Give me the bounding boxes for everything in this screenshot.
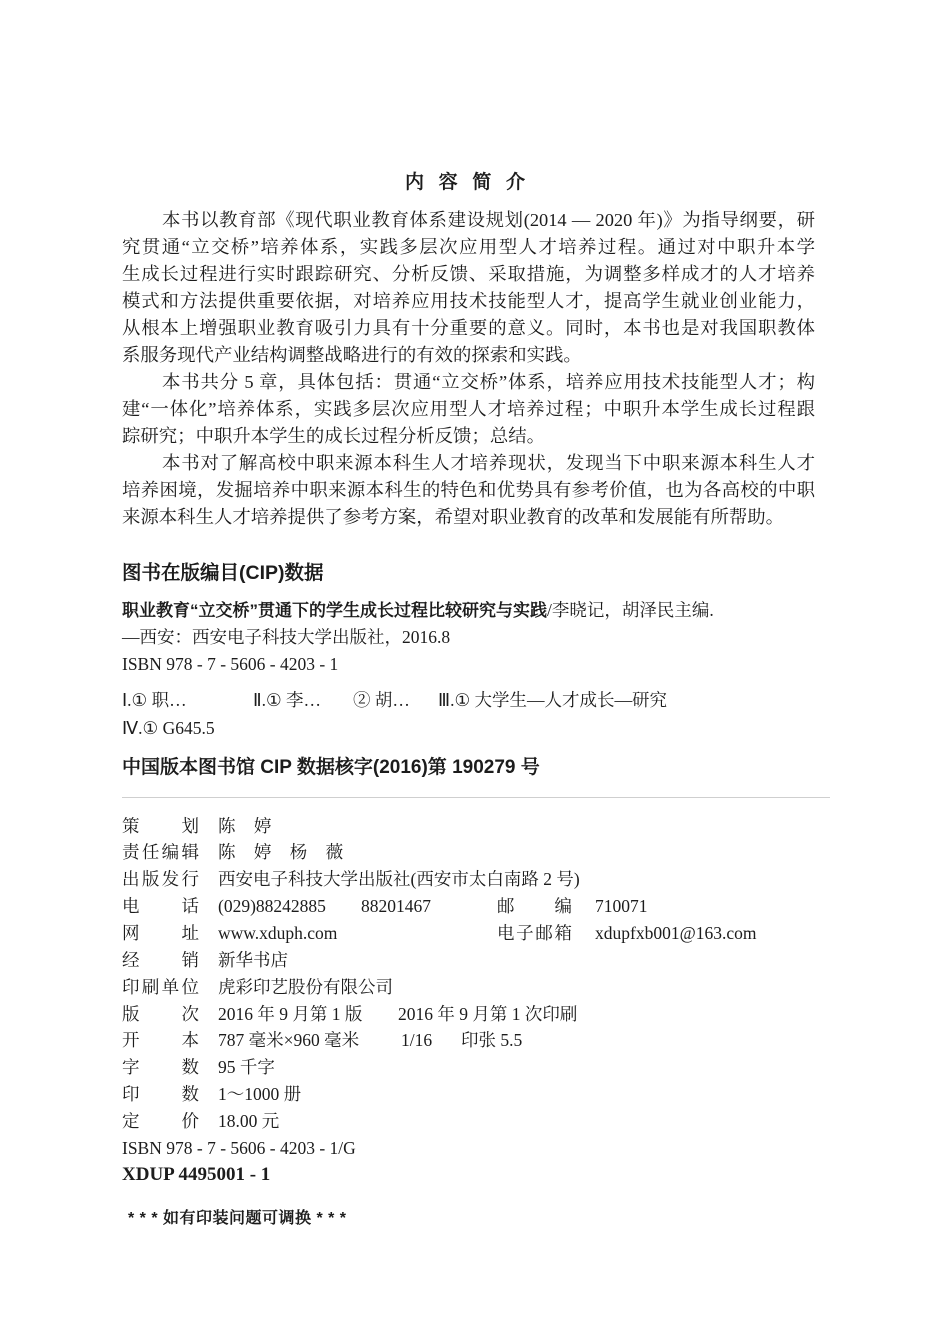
- cip-publication: —西安：西安电子科技大学出版社，2016.8: [122, 627, 451, 647]
- credit-row-format: [122, 1027, 830, 1054]
- credit-value: 陈 婷: [218, 815, 272, 836]
- credit-phone-2: 88201467: [361, 896, 431, 917]
- credit-value: 1～1000 册: [218, 1084, 302, 1105]
- credit-row-isbn: [122, 1135, 830, 1162]
- cip-classification-text: Ⅳ.① G645.5: [122, 717, 215, 738]
- intro-paragraph-1-line: 模式和方法提供重要依据，对培养应用技术技能型人才，提高学生就业创业能力，: [122, 291, 815, 311]
- credit-email: xdupfxb001@163.com: [595, 922, 757, 943]
- credit-value: 18.00 元: [218, 1110, 280, 1131]
- cip-book-title: 职业教育“立交桥”贯通下的学生成长过程比较研究与实践: [122, 601, 547, 620]
- cip-record: [122, 597, 714, 678]
- credit-row-planner: [122, 813, 830, 840]
- credit-row-phone: [122, 893, 830, 920]
- credit-row-publisher: [122, 866, 830, 893]
- intro-body: [122, 207, 815, 531]
- credit-label: 策 划: [122, 815, 199, 836]
- credits-table: [122, 813, 830, 1189]
- credit-format-size: 787 毫米×960 毫米: [218, 1030, 360, 1051]
- credit-value: 西安电子科技大学出版社(西安市太白南路 2 号): [218, 869, 580, 890]
- credit-format-sheets: 印张 5.5: [461, 1030, 523, 1051]
- intro-paragraph-2-line: 本书共分 5 章，具体包括：贯通“立交桥”体系，培养应用技术技能型人才；构: [162, 372, 815, 392]
- credit-label: 印刷单位: [122, 976, 199, 997]
- credit-label: 经 销: [122, 949, 199, 970]
- credit-value: 95 千字: [218, 1057, 275, 1078]
- intro-paragraph-1-line: 本书以教育部《现代职业教育体系建设规划(2014 — 2020 年)》为指导纲要，研: [162, 210, 815, 230]
- intro-paragraph-1-line: 生成长过程进行实时跟踪研究、分析反馈、采取措施，为调整多样成才的人才培养: [122, 264, 815, 284]
- cip-isbn: ISBN 978 - 7 - 5606 - 4203 - 1: [122, 654, 339, 674]
- cip-record-number: 中国版本图书馆 CIP 数据核字(2016)第 190279 号: [122, 757, 540, 778]
- credit-row-printer: [122, 974, 830, 1001]
- intro-paragraph-3-line: 本书对了解高校中职来源本科生人才培养现状，发现当下中职来源本科生人才: [162, 453, 815, 473]
- intro-paragraph-1-line: 从根本上增强职业教育吸引力具有十分重要的意义。同时，本书也是对我国职教体: [122, 318, 815, 338]
- cip-subject: ② 胡…: [353, 689, 410, 710]
- credit-label: 出版发行: [122, 869, 199, 890]
- cip-subject: Ⅲ.① 大学生—人才成长—研究: [438, 689, 668, 710]
- credit-label: 版 次: [122, 1003, 199, 1024]
- credit-row-website: [122, 920, 830, 947]
- credit-printing: 2016 年 9 月第 1 次印刷: [398, 1003, 578, 1024]
- cip-subjects: [122, 687, 822, 714]
- credit-postcode: 710071: [595, 896, 648, 917]
- credit-row-distributor: [122, 947, 830, 974]
- credit-label: 邮 编: [497, 896, 572, 917]
- credit-row-word-count: [122, 1054, 830, 1081]
- credit-label: 网 址: [122, 922, 199, 943]
- cip-responsibility: /李晓记，胡泽民主编.: [547, 600, 714, 620]
- intro-title: 内 容 简 介: [405, 172, 525, 193]
- cip-classification: [122, 715, 822, 742]
- intro-paragraph-2-line: 建“一体化”培养体系，实践多层次应用型人才培养过程；中职升本学生成长过程跟: [122, 399, 815, 419]
- footer-notice: * * * 如有印装问题可调换 * * *: [128, 1210, 347, 1227]
- credit-row-edition: [122, 1001, 830, 1028]
- cip-subject: Ⅱ.① 李…: [253, 689, 322, 710]
- credit-value: 虎彩印艺股份有限公司: [218, 976, 393, 997]
- credit-label: 电 话: [122, 896, 199, 917]
- credit-label: 责任编辑: [122, 842, 199, 863]
- credit-label: 印 数: [122, 1084, 199, 1105]
- credit-row-code: [122, 1162, 830, 1189]
- intro-paragraph-1-line: 究贯通“立交桥”培养体系，实践多层次应用型人才培养过程。通过对中职升本学: [122, 237, 815, 257]
- credit-row-editor: [122, 839, 830, 866]
- credit-code: XDUP 4495001 - 1: [122, 1163, 271, 1185]
- cip-heading: 图书在版编目(CIP)数据: [122, 562, 324, 584]
- cip-title-line: [122, 597, 714, 624]
- credit-value: 新华书店: [218, 949, 288, 970]
- intro-paragraph-3-line: 培养困境，发掘培养中职来源本科生的特色和优势具有参考价值，也为各高校的中职: [122, 480, 815, 500]
- cip-subject: Ⅰ.① 职…: [122, 689, 187, 710]
- credit-row-price: [122, 1108, 830, 1135]
- section-divider: [122, 797, 830, 798]
- credit-label: 电子邮箱: [497, 922, 572, 943]
- credit-phone-1: (029)88242885: [218, 896, 326, 917]
- credit-row-print-run: [122, 1081, 830, 1108]
- intro-paragraph-3-line: 来源本科生人才培养提供了参考方案，希望对职业教育的改革和发展能有所帮助。: [122, 507, 785, 527]
- credit-format-fold: 1/16: [401, 1030, 433, 1051]
- credit-label: 定 价: [122, 1110, 199, 1131]
- credit-value: 陈 婷 杨 薇: [218, 842, 344, 863]
- credit-label: 字 数: [122, 1057, 199, 1078]
- credit-isbn: ISBN 978 - 7 - 5606 - 4203 - 1/G: [122, 1137, 356, 1158]
- credit-label: 开 本: [122, 1030, 199, 1051]
- intro-paragraph-2-line: 踪研究；中职升本学生的成长过程分析反馈；总结。: [122, 426, 545, 446]
- intro-paragraph-1-line: 系服务现代产业结构调整战略进行的有效的探索和实践。: [122, 345, 582, 365]
- credit-website: www.xduph.com: [218, 922, 338, 943]
- credit-edition: 2016 年 9 月第 1 版: [218, 1003, 363, 1024]
